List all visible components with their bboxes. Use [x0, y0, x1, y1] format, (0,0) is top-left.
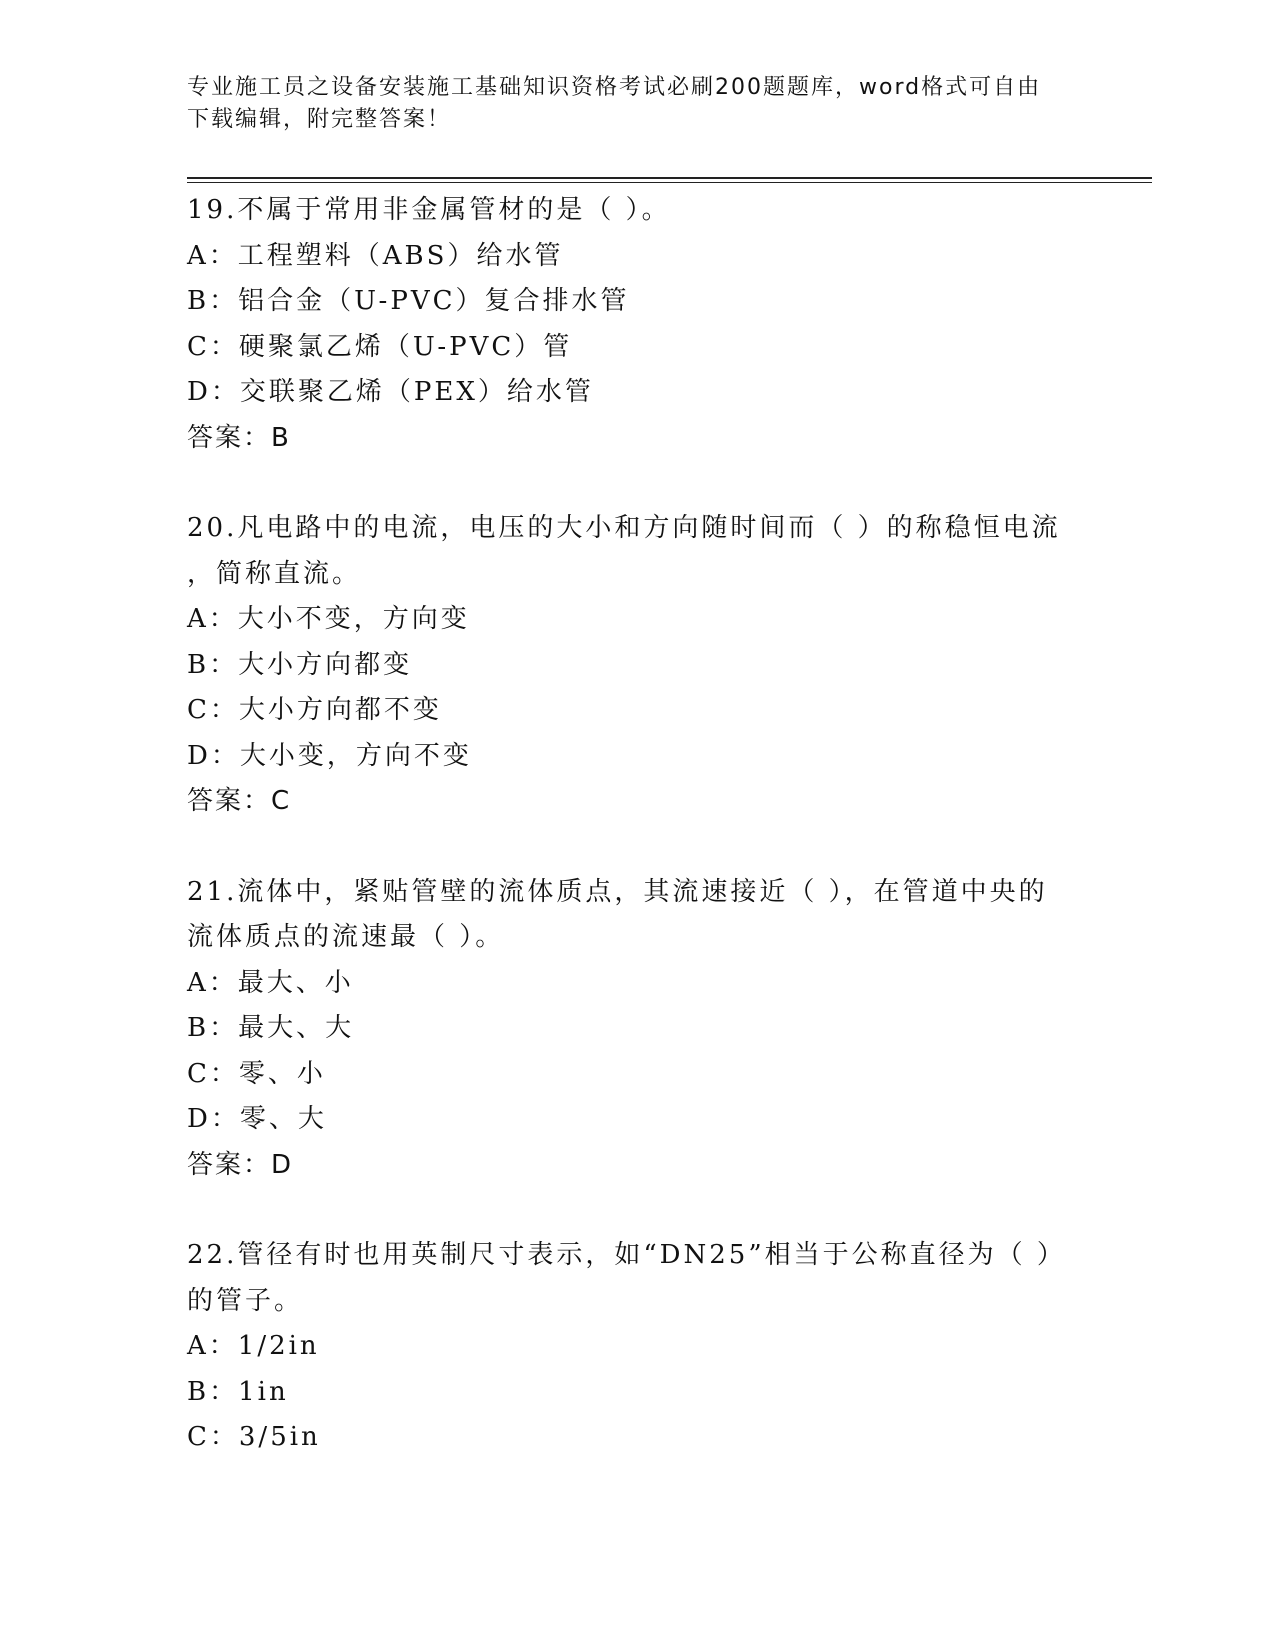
question-list: [187, 188, 1067, 1461]
answer-label: 答案：D: [187, 1149, 294, 1180]
question-spacer: [187, 461, 1067, 506]
option-c: C：大小方向都不变: [187, 695, 442, 725]
option-a: A：1/2in: [187, 1331, 320, 1361]
header-divider-thick: [187, 177, 1152, 179]
document-header: [187, 72, 1067, 136]
answer-label: 答案：B: [187, 422, 291, 453]
header-divider-thin: [187, 182, 1152, 183]
question-stem-line-2: ，简称直流。: [187, 558, 362, 589]
question-stem: 19.不属于常用非金属管材的是（ ）。: [187, 195, 671, 225]
option-b: B：铝合金（U-PVC）复合排水管: [187, 286, 630, 316]
option-b: B：1in: [187, 1376, 289, 1407]
option-c: C：3/5in: [187, 1422, 321, 1452]
question-stem-line-2: 流体质点的流速最（ ）。: [187, 922, 505, 952]
option-c: C：硬聚氯乙烯（U-PVC）管: [187, 331, 573, 362]
question-stem-line-1: 20.凡电路中的电流，电压的大小和方向随时间而（ ）的称稳恒电流: [187, 513, 1061, 543]
option-a: A：最大、小: [187, 967, 354, 998]
option-d: D：大小变，方向不变: [187, 740, 472, 771]
option-b: B：大小方向都变: [187, 649, 413, 680]
question-22: [187, 1233, 1067, 1461]
question-20: [187, 506, 1067, 825]
option-a: A：工程塑料（ABS）给水管: [187, 240, 564, 271]
option-d: D：零、大: [187, 1104, 327, 1134]
question-stem-line-1: 22.管径有时也用英制尺寸表示，如“DN25”相当于公称直径为（ ）: [187, 1240, 1066, 1270]
question-spacer: [187, 1188, 1067, 1233]
option-b: B：最大、大: [187, 1013, 355, 1043]
header-line-2: 下载编辑，附完整答案！: [187, 107, 452, 132]
question-21: [187, 870, 1067, 1189]
answer-label: 答案：C: [187, 786, 292, 816]
question-19: [187, 188, 1067, 461]
header-line-1: 专业施工员之设备安装施工基础知识资格考试必刷200题题库，word格式可自由: [187, 75, 1042, 100]
question-stem-line-2: 的管子。: [187, 1285, 304, 1316]
question-stem-line-1: 21.流体中，紧贴管壁的流体质点，其流速接近（ ），在管道中央的: [187, 876, 1048, 907]
option-d: D：交联聚乙烯（PEX）给水管: [187, 377, 594, 407]
option-a: A：大小不变，方向变: [187, 604, 470, 634]
question-spacer: [187, 825, 1067, 870]
option-c: C：零、小: [187, 1058, 326, 1089]
